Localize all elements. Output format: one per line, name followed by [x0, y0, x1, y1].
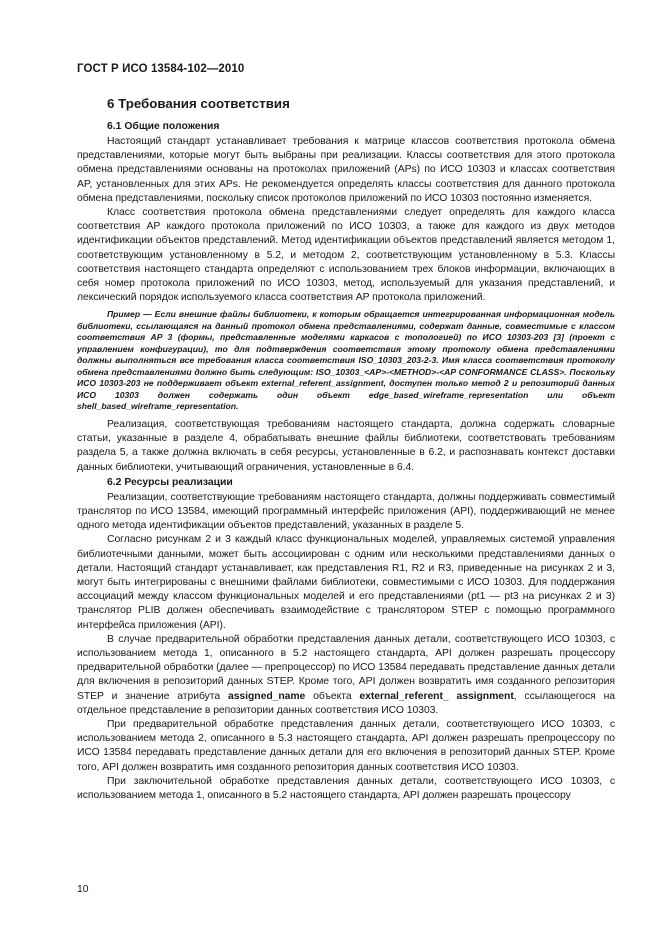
section-title: 6 Требования соответствия	[107, 96, 290, 111]
page-number: 10	[77, 884, 89, 895]
subsection-title-6-2: 6.2 Ресурсы реализации	[107, 476, 233, 488]
paragraph: При заключительной обработке представления данных детали, соответствующего ИСО 10303, с использованием метода 1, описанного в 5.2 настоящего стандарта, API должен разрешать процессору	[77, 775, 615, 802]
running-header: ГОСТ Р ИСО 13584-102—2010	[77, 63, 245, 75]
paragraph: Реализации, соответствующие требованиям настоящего стандарта, должны поддерживать совместимый транслятор по ИСО 13584, имеющий программный интерфейс приложения (API), поддерживающий не менее одного метода идентификации объектов представлений, указанных в разделе 5.	[77, 491, 615, 532]
subsection-title-6-1: 6.1 Общие положения	[107, 121, 220, 132]
paragraph: Согласно рисункам 2 и 3 каждый класс функциональных моделей, управляемых системой управления библиотечными данными, может быть ассоциирован с одним или несколькими представлениями данных о детали. Настоящий стандарт устанавливает, как представления R1, R2 и R3, приведенные на рисунках 2 и 3, могут быть интегрированы с внешними файлами библиотеки, совместимыми с ИСО 10303. Для поддержания ассоциаций между классом функциональных моделей и его представлениями (pt1 — pt3 на рисунках 2 и 3) транслятор PLIB должен обеспечивать взаимодействие с транслятором STEP с помощью программного интерфейса приложения (API).	[77, 534, 615, 631]
paragraph: При предварительной обработке представления данных детали, соответствующего ИСО 10303, с использованием метода 2, описанного в 5.3 настоящего стандарта, API должен разрешать препроцессору по ИСО 13584 передавать представление данных детали для его включения в репозиторий данных STEP. Кроме того, API должен возвратить имя созданного репозитория данных соответствия ИСО 10303.	[77, 719, 615, 773]
paragraph: Класс соответствия протокола обмена представлениями следует определять для каждого класса соответствия AP каждого протокола приложений по ИСО 10303, а также для каждого из двух методов идентификации объектов представлений. Метод идентификации объектов представлений является методом 1, соответствующим установленному в 5.2, и методом 2, соответствующим установленному в 5.3. Классы соответствия настоящего стандарта определяют с использованием трех блоков информации, включающих в себя номер протокола приложений по ИСО 10303, метод, используемый для указания представлений, и лексический порядок используемого класса соответствия AP протокола приложений.	[77, 207, 615, 304]
paragraph: В случае предварительной обработки представления данных детали, соответствующего ИСО 10303, с использованием метода 1, описанного в 5.2 настоящего стандарта, API должен разрешать процессору предварительной обработки (далее — препроцессор) по ИСО 13584 передавать представление данных детали для включения в репозиторий данных STEP. Кроме того, API должен возвратить имя созданного репозитория STEP и значение атрибута assigned_name объекта external_referent_ assignment, ссылающегося на отдельное представление в репозитории данных соответствия ИСО 10303.	[77, 633, 615, 716]
paragraph: Настоящий стандарт устанавливает требования к матрице классов соответствия протокола обмена представлениями, которые могут быть выбраны при реализации. Классы соответствия для этого протокола обмена представлениями основаны на протоколах приложений (APs) по ИСО 10303 и классах соответствия AP, установленных для этих APs. Не рекомендуется определять классы соответствия для данного протокола обмена представлениями, поскольку список протоколов приложений по ИСО 10303 постоянно изменяется.	[77, 136, 615, 204]
entity-name: external_referent_ assignment	[359, 690, 514, 702]
paragraph: Реализация, соответствующая требованиям настоящего стандарта, должна содержать словарные статьи, указанные в разделе 4, обрабатывать внешние файлы библиотеки, соответствовать требованиям раздела 5, а также должна включать в себя ресурсы, установленные в 6.2, и распознавать контекст доставки данных библиотеки, учитывающий ограничения, установленные в 6.4.	[77, 418, 615, 473]
page-content	[77, 96, 615, 803]
attribute-name: assigned_name	[227, 690, 306, 702]
example-note: Пример — Если внешние файлы библиотеки, к которым обращается интегрированная информационная модель библиотеки, ссылающаяся на данный протокол обмена представлениями, содержат данные, совместимые с классом соответствия AP 3 (формы, представленные моделями каркасов с топологией) по ИСО 10303-203 [3] (проект с управлением конфигурации), то для подтверждения соответствия этому протоколу обмена представлениями должны выполняться все требования класса соответствия ISO_10303_203-2-3. Имя класса соответствия протоколу обмена представлениями должно быть следующим: ISO_10303_<AP>-<METHOD>-<AP CONFORMANCE CLASS>. Поскольку ИСО 10303-203 не поддерживает объект external_referent_assignment, доступен только метод 2 и репозиторий данных ИСО 10303 должен содержать один объект edge_based_wireframe_representation или объект shell_based_wireframe_representation.	[77, 309, 615, 412]
